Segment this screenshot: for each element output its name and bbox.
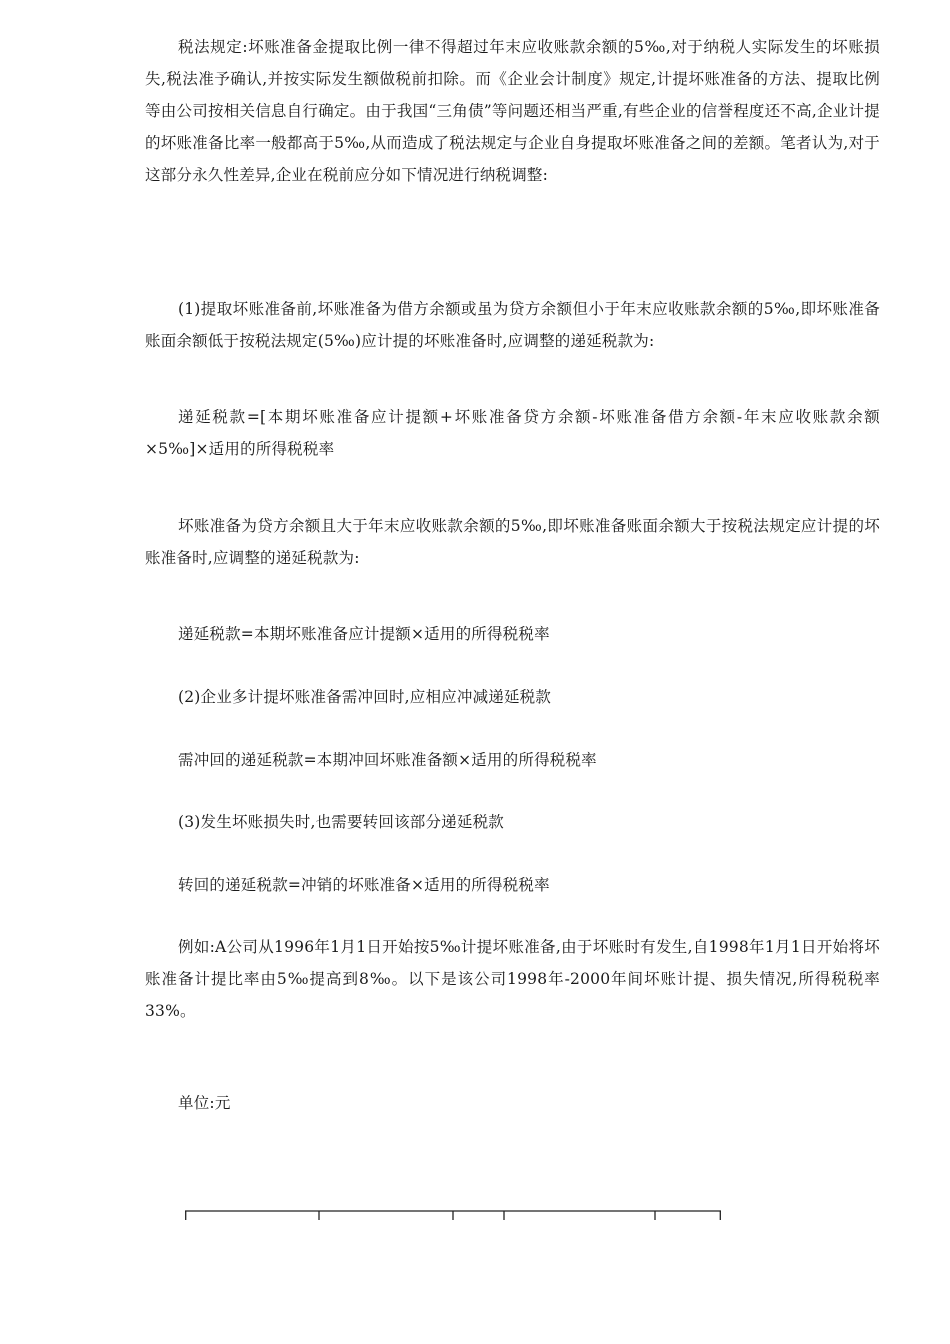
formula-deferred-tax-2: 递延税款=本期坏账准备应计提额×适用的所得税税率 [178,625,550,643]
formula-write-off: 转回的递延税款=冲销的坏账准备×适用的所得税税率 [178,876,550,894]
formula-reversal: 需冲回的递延税款=本期冲回坏账准备额×适用的所得税税率 [178,751,597,769]
paragraph-tax-law: 税法规定:坏账准备金提取比例一律不得超过年末应收账款余额的5‰,对于纳税人实际发生的坏账损失,税法准予确认,并按实际发生额做税前扣除。而《企业会计制度》规定,计提坏账准备的方法、提取比例等由公司按相关信息自行确定。由于我国“三角债”等问题还相当严重,有些企业的信誉程度还不高,企业计提的坏账准备比率一般都高于5‰,从而造成了税法规定与企业自身提取坏账准备之间的差额。笔者认为,对于这部分永久性差异,企业在税前应分如下情况进行纳税调整: [145,38,880,184]
paragraph-case-1: (1)提取坏账准备前,坏账准备为借方余额或虽为贷方余额但小于年末应收账款余额的5‰,即坏账准备账面余额低于按税法规定(5‰)应计提的坏账准备时,应调整的递延税款为: [145,300,880,350]
paragraph-case-1b: 坏账准备为贷方余额且大于年末应收账款余额的5‰,即坏账准备账面余额大于按税法规定应计提的坏账准备时,应调整的递延税款为: [145,517,880,567]
paragraph-case-3: (3)发生坏账损失时,也需要转回该部分递延税款 [178,813,504,831]
paragraph-example: 例如:A公司从1996年1月1日开始按5‰计提坏账准备,由于坏账时有发生,自1998年1月1日开始将坏账准备计提比率由5‰提高到8‰。以下是该公司1998年-2000年间坏账计提、损失情况,所得税税率33%。 [145,938,880,1020]
unit-label: 单位:元 [178,1094,231,1112]
paragraph-case-2: (2)企业多计提坏账准备需冲回时,应相应冲减递延税款 [178,688,552,706]
formula-deferred-tax-1: 递延税款=[本期坏账准备应计提额+坏账准备贷方余额-坏账准备借方余额-年末应收账款余额×5‰]×适用的所得税税率 [145,408,880,458]
table-top-border [185,1210,721,1220]
